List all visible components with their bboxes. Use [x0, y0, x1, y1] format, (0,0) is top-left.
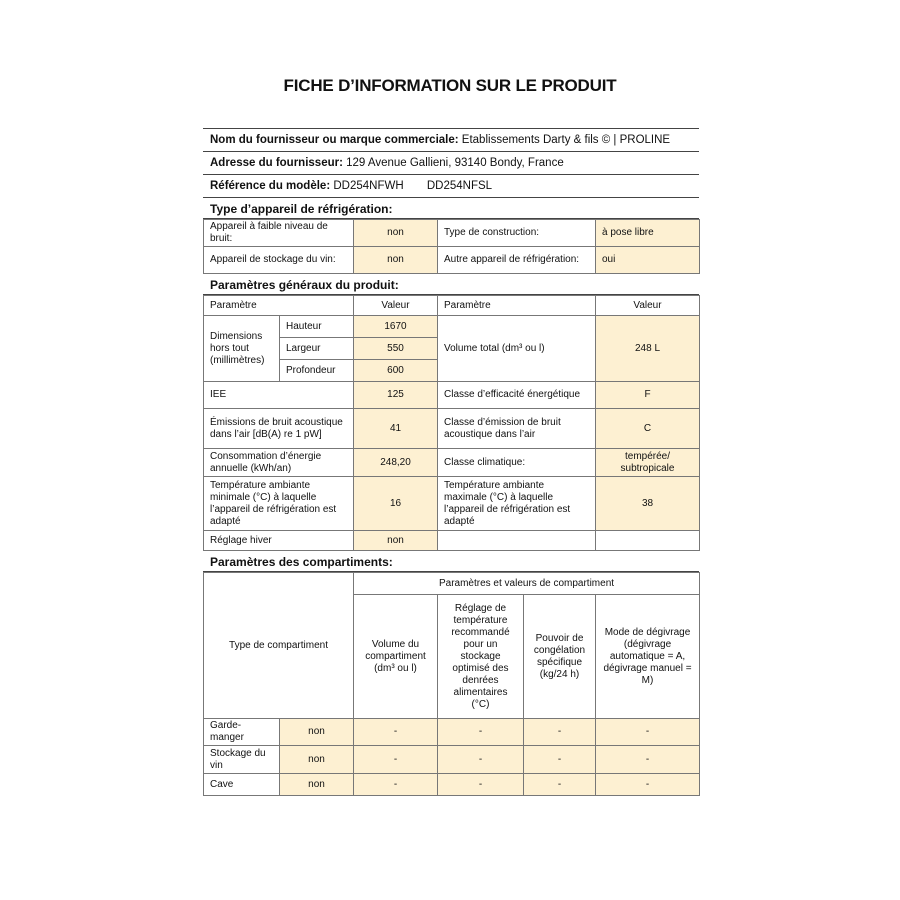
volume-column-header: Volume du compartiment (dm³ ou l)	[354, 595, 438, 719]
model-value-1: DD254NFWH	[333, 180, 404, 192]
construction-label: Type de construction:	[438, 220, 596, 247]
model-label: Référence du modèle:	[210, 180, 331, 192]
depth-value: 600	[354, 360, 438, 382]
compartment-freeze: -	[524, 746, 596, 774]
supplier-value: Etablissements Darty & fils © | PROLINE	[461, 134, 671, 146]
compartment-present: non	[280, 719, 354, 746]
compartment-defrost: -	[596, 774, 700, 796]
model-row	[203, 175, 699, 198]
other-value: oui	[596, 247, 700, 274]
tmax-value: 38	[596, 477, 700, 531]
compartment-volume: -	[354, 774, 438, 796]
supplier-row	[203, 128, 699, 152]
compartment-name: Cave	[204, 774, 280, 796]
model-value-2: DD254NFSL	[426, 180, 493, 192]
construction-value: à pose libre	[596, 220, 700, 247]
low-noise-label: Appareil à faible niveau de bruit:	[204, 220, 354, 247]
compartments-table	[203, 572, 700, 796]
noise-class-value: C	[596, 409, 700, 449]
defrost-column-header: Mode de dégivrage (dégivrage automatique = A, dégivrage manuel = M)	[596, 595, 700, 719]
general-table	[203, 295, 700, 551]
compartment-freeze: -	[524, 774, 596, 796]
climate-label: Classe climatique:	[438, 449, 596, 477]
energy-label: Consommation d’énergie annuelle (kWh/an)	[204, 449, 354, 477]
address-row	[203, 152, 699, 175]
compartment-defrost: -	[596, 746, 700, 774]
table-row	[204, 316, 700, 338]
table-row	[204, 382, 700, 409]
noise-class-label: Classe d’émission de bruit acoustique dans l’air	[438, 409, 596, 449]
compartment-volume: -	[354, 746, 438, 774]
width-label: Largeur	[280, 338, 354, 360]
compartment-group-header: Paramètres et valeurs de compartiment	[354, 573, 700, 595]
table-row	[204, 719, 700, 746]
compartment-present: non	[280, 774, 354, 796]
document-title: FICHE D’INFORMATION SUR LE PRODUIT	[283, 76, 617, 95]
climate-value: tempérée/ subtropicale	[596, 449, 700, 477]
compartment-name: Stockage du vin	[204, 746, 280, 774]
iee-label: IEE	[204, 382, 354, 409]
efficiency-value: F	[596, 382, 700, 409]
compartment-type-header: Type de compartiment	[204, 573, 354, 719]
energy-value: 248,20	[354, 449, 438, 477]
table-row	[204, 220, 700, 247]
empty-cell	[596, 531, 700, 551]
param-header-2: Paramètre	[438, 296, 596, 316]
tmin-value: 16	[354, 477, 438, 531]
value-header-2: Valeur	[596, 296, 700, 316]
general-section-title: Paramètres généraux du produit:	[203, 274, 699, 295]
table-row	[204, 573, 700, 595]
tmin-label: Température ambiante minimale (°C) à laquelle l’appareil de réfrigération est adapté	[204, 477, 354, 531]
supplier-label: Nom du fournisseur ou marque commerciale:	[210, 134, 459, 146]
wine-value: non	[354, 247, 438, 274]
table-row	[204, 409, 700, 449]
other-label: Autre appareil de réfrigération:	[438, 247, 596, 274]
tmax-label: Température ambiante maximale (°C) à laquelle l’appareil de réfrigération est adapté	[438, 477, 596, 531]
compartment-defrost: -	[596, 719, 700, 746]
address-value: 129 Avenue Gallieni, 93140 Bondy, France	[346, 157, 564, 169]
width-value: 550	[354, 338, 438, 360]
product-sheet	[203, 128, 699, 796]
table-row	[204, 247, 700, 274]
dims-label: Dimensions hors tout (millimètres)	[204, 316, 280, 382]
compartments-section-title: Paramètres des compartiments:	[203, 551, 699, 572]
volume-value: 248 L	[596, 316, 700, 382]
depth-label: Profondeur	[280, 360, 354, 382]
freezing-column-header: Pouvoir de congélation spécifique (kg/24 h)	[524, 595, 596, 719]
table-row	[204, 296, 700, 316]
value-header: Valeur	[354, 296, 438, 316]
compartment-present: non	[280, 746, 354, 774]
compartment-temp: -	[438, 746, 524, 774]
winter-label: Réglage hiver	[204, 531, 354, 551]
wine-label: Appareil de stockage du vin:	[204, 247, 354, 274]
noise-value: 41	[354, 409, 438, 449]
compartment-temp: -	[438, 719, 524, 746]
compartment-name: Garde-manger	[204, 719, 280, 746]
compartment-temp: -	[438, 774, 524, 796]
winter-value: non	[354, 531, 438, 551]
height-value: 1670	[354, 316, 438, 338]
temperature-column-header: Réglage de température recommandé pour un stockage optimisé des denrées alimentaires (°C)	[438, 595, 524, 719]
efficiency-label: Classe d’efficacité énergétique	[438, 382, 596, 409]
table-row	[204, 774, 700, 796]
height-label: Hauteur	[280, 316, 354, 338]
compartment-volume: -	[354, 719, 438, 746]
table-row	[204, 477, 700, 531]
type-section-title: Type d’appareil de réfrigération:	[203, 198, 699, 219]
table-row	[204, 531, 700, 551]
empty-cell	[438, 531, 596, 551]
type-table	[203, 219, 700, 274]
table-row	[204, 449, 700, 477]
iee-value: 125	[354, 382, 438, 409]
noise-label: Émissions de bruit acoustique dans l’air [dB(A) re 1 pW]	[204, 409, 354, 449]
table-row	[204, 746, 700, 774]
low-noise-value: non	[354, 220, 438, 247]
volume-label: Volume total (dm³ ou l)	[438, 316, 596, 382]
address-label: Adresse du fournisseur:	[210, 157, 343, 169]
compartment-freeze: -	[524, 719, 596, 746]
param-header: Paramètre	[204, 296, 354, 316]
